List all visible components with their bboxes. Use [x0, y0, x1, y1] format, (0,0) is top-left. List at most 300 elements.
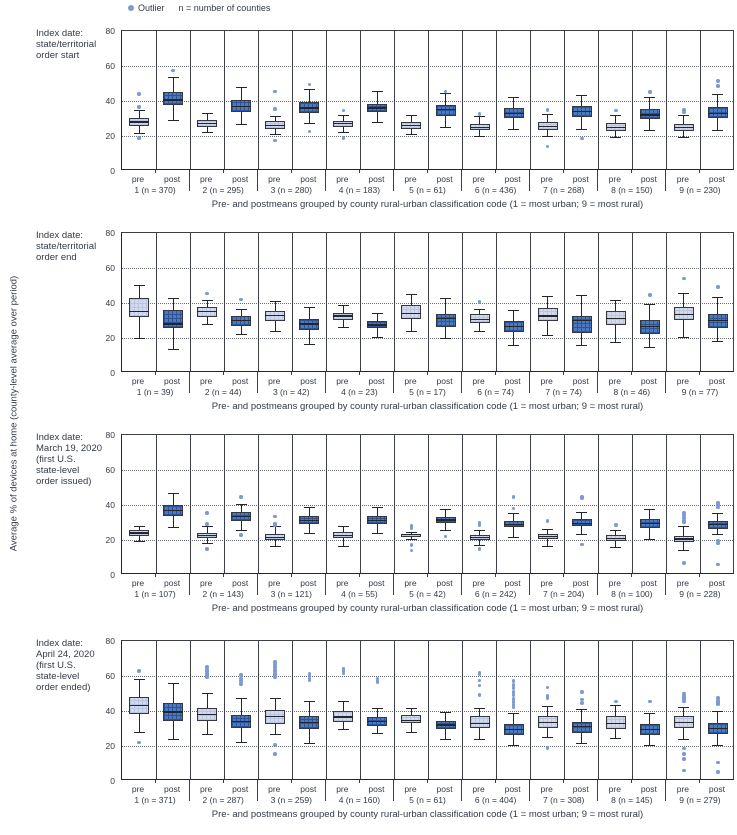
whisker-cap-bottom — [270, 134, 281, 135]
whisker-cap-bottom — [372, 337, 383, 338]
outlier-dot — [205, 511, 209, 515]
group-n-label: 8 (n = 150) — [611, 185, 653, 195]
whisker-cap-bottom — [406, 331, 417, 332]
whisker-cap-bottom — [270, 734, 281, 735]
whisker-cap-bottom — [168, 739, 179, 740]
whisker-cap-top — [678, 526, 689, 527]
y-tick-label: 60 — [105, 670, 115, 681]
column-separator — [292, 31, 293, 169]
y-tick-label: 20 — [105, 740, 115, 751]
pre-label: pre — [404, 174, 417, 184]
whisker-cap-bottom — [474, 545, 485, 546]
group-n-label: 2 (n = 295) — [202, 185, 244, 195]
whisker-cap-top — [406, 294, 417, 295]
whisker-cap-top — [236, 504, 247, 505]
outlier-dot — [546, 696, 550, 700]
column-separator — [326, 435, 327, 573]
group-n-label: 4 (n = 55) — [341, 589, 378, 599]
column-separator — [632, 641, 633, 779]
boxplot-post-box — [708, 314, 728, 328]
whisker-cap-top — [610, 705, 621, 706]
post-label: post — [300, 578, 317, 588]
outlier-dot — [205, 547, 209, 551]
pre-label: pre — [199, 578, 213, 588]
column-separator — [564, 31, 565, 169]
pre-label: pre — [404, 376, 417, 386]
median-line — [606, 723, 626, 724]
pre-label: pre — [540, 376, 553, 386]
outlier-dot — [273, 743, 277, 747]
outlier-dot — [580, 137, 584, 141]
column-separator — [258, 31, 259, 169]
whisker-cap-bottom — [542, 737, 553, 738]
outlier-dot — [137, 105, 141, 109]
outlier-dot — [716, 542, 720, 546]
outlier-dot — [512, 495, 516, 499]
whisker-cap-top — [372, 91, 383, 92]
outlier-dot — [273, 107, 277, 111]
panel-label-line: state-level — [36, 465, 80, 476]
column-separator — [428, 31, 429, 169]
outlier-dot — [308, 679, 312, 683]
column-separator — [292, 233, 293, 371]
post-label: post — [708, 578, 725, 588]
post-label: post — [436, 174, 453, 184]
column-separator — [360, 233, 361, 371]
group-n-label: 3 (n = 280) — [270, 185, 312, 195]
plot-area — [121, 30, 734, 170]
group-n-label: 3 (n = 42) — [272, 387, 310, 397]
column-separator — [156, 31, 157, 169]
median-line — [572, 320, 592, 321]
group-n-label: 4 (n = 160) — [338, 795, 381, 805]
median-line — [163, 510, 183, 511]
column-tick — [223, 574, 224, 577]
median-line — [265, 716, 285, 717]
legend-n-label: n = number of counties — [178, 3, 271, 13]
group-n-label: 5 (n = 17) — [409, 387, 446, 397]
post-label: post — [436, 784, 453, 794]
outlier-dot — [478, 684, 482, 688]
column-separator — [632, 233, 633, 371]
column-separator — [360, 435, 361, 573]
median-line — [265, 125, 285, 126]
outlier-dot — [716, 84, 720, 88]
pre-label: pre — [676, 174, 690, 184]
outlier-dot — [648, 90, 652, 94]
post-label: post — [572, 784, 589, 794]
outlier-dot — [546, 686, 550, 690]
column-tick — [223, 780, 224, 783]
group-n-label: 9 (n = 77) — [681, 387, 719, 397]
whisker-cap-bottom — [644, 130, 655, 131]
group-n-label: 4 (n = 23) — [341, 387, 378, 397]
group-n-label: 1 (n = 370) — [134, 185, 176, 195]
y-tick-label: 60 — [105, 60, 115, 71]
column-separator — [530, 435, 531, 573]
whisker-cap-top — [610, 115, 621, 116]
y-tick-label: 60 — [105, 262, 115, 273]
column-separator — [258, 233, 259, 371]
column-tick — [155, 574, 156, 577]
outlier-dot — [580, 690, 584, 694]
median-line — [674, 127, 694, 128]
outlier-dot — [239, 495, 243, 499]
group-n-label: 7 (n = 268) — [543, 185, 585, 195]
whisker-cap-bottom — [338, 729, 349, 730]
post-label: post — [504, 376, 521, 386]
median-line — [401, 125, 421, 126]
post-label: post — [708, 376, 725, 386]
column-separator — [292, 641, 293, 779]
column-separator — [394, 233, 395, 371]
group-n-label: 9 (n = 230) — [679, 185, 721, 195]
group-n-label: 8 (n = 145) — [611, 795, 653, 805]
group-n-label: 6 (n = 74) — [477, 387, 514, 397]
column-separator — [462, 641, 463, 779]
whisker-cap-bottom — [474, 739, 485, 740]
panel-label-line: order end — [36, 252, 77, 263]
whisker-cap-top — [134, 110, 145, 111]
group-n-label: 4 (n = 183) — [338, 185, 381, 195]
outlier-dot — [137, 136, 141, 140]
whisker-cap-bottom — [134, 133, 145, 134]
column-tick — [495, 372, 496, 375]
median-line — [470, 127, 490, 128]
median-line — [470, 319, 490, 320]
column-tick — [563, 574, 564, 577]
column-separator — [496, 641, 497, 779]
pre-label: pre — [404, 578, 417, 588]
column-tick — [631, 574, 632, 577]
whisker-cap-top — [678, 115, 689, 116]
post-label: post — [164, 578, 181, 588]
group-n-label: 6 (n = 436) — [474, 185, 517, 195]
y-tick-label: 0 — [110, 569, 115, 580]
x-axis-title: Pre- and postmeans grouped by county rural-urban classification code (1 = most urban; 9 = most rural) — [211, 199, 644, 210]
median-line — [163, 323, 183, 324]
group-n-label: 9 (n = 228) — [679, 589, 721, 599]
column-tick — [359, 170, 360, 173]
whisker-cap-bottom — [372, 533, 383, 534]
column-separator — [700, 31, 701, 169]
whisker-cap-top — [508, 513, 519, 514]
whisker-cap-bottom — [678, 550, 689, 551]
column-separator — [156, 435, 157, 573]
whisker-cap-top — [712, 513, 723, 514]
group-n-label: 9 (n = 279) — [679, 795, 721, 805]
whisker-cap-bottom — [576, 743, 587, 744]
pre-label: pre — [608, 376, 621, 386]
group-n-label: 2 (n = 143) — [202, 589, 244, 599]
boxplot-post-box — [436, 314, 456, 326]
outlier-dot — [648, 293, 652, 297]
post-label: post — [640, 376, 657, 386]
outlier-dot — [682, 700, 686, 704]
outlier-dot — [682, 521, 686, 525]
column-separator — [564, 233, 565, 371]
pre-label: pre — [540, 174, 553, 184]
post-label: post — [232, 174, 249, 184]
whisker-cap-top — [372, 507, 383, 508]
whisker-cap-bottom — [508, 745, 519, 746]
column-tick — [631, 780, 632, 783]
median-line — [470, 537, 490, 538]
median-line — [640, 114, 660, 115]
outlier-dot — [308, 83, 312, 87]
column-separator — [530, 641, 531, 779]
whisker-cap-top — [542, 529, 553, 530]
median-line — [538, 126, 558, 127]
median-line — [538, 315, 558, 316]
post-label: post — [164, 174, 181, 184]
column-separator — [258, 641, 259, 779]
post-label: post — [436, 376, 453, 386]
panel-label-line: (first U.S. — [36, 454, 76, 465]
boxplot-post-box — [163, 310, 183, 328]
median-line — [436, 519, 456, 520]
column-tick — [563, 780, 564, 783]
group-n-label: 5 (n = 61) — [409, 795, 446, 805]
whisker-cap-bottom — [610, 547, 621, 548]
whisker-cap-top — [304, 507, 315, 508]
whisker-cap-bottom — [508, 345, 519, 346]
whisker-cap-top — [542, 114, 553, 115]
legend — [128, 1, 270, 15]
column-separator — [428, 641, 429, 779]
pre-label: pre — [131, 376, 145, 386]
outlier-dot — [273, 675, 277, 679]
whisker-cap-bottom — [372, 122, 383, 123]
median-line — [197, 123, 217, 124]
pre-label: pre — [472, 578, 485, 588]
median-line — [674, 538, 694, 539]
whisker-cap-bottom — [542, 136, 553, 137]
whisker-cap-top — [712, 94, 723, 95]
outlier-dot — [478, 523, 482, 527]
pre-label: pre — [676, 784, 690, 794]
pre-label: pre — [336, 174, 349, 184]
median-line — [640, 326, 660, 327]
whisker-cap-top — [644, 97, 655, 98]
whisker-cap-top — [610, 530, 621, 531]
post-label: post — [164, 376, 181, 386]
pre-label: pre — [199, 784, 213, 794]
whisker-cap-bottom — [644, 539, 655, 540]
column-tick — [563, 372, 564, 375]
column-tick — [495, 170, 496, 173]
column-tick — [291, 170, 292, 173]
boxplot-post-box — [436, 105, 456, 116]
outlier-dot — [239, 533, 243, 537]
whisker-cap-top — [338, 305, 349, 306]
outlier-dot — [716, 79, 720, 83]
column-tick — [359, 780, 360, 783]
outlier-dot — [308, 130, 312, 134]
x-axis-title: Pre- and postmeans grouped by county rural-urban classification code (1 = most urban; 9 = most rural) — [211, 809, 644, 820]
outlier-dot — [239, 298, 243, 302]
outlier-dot — [614, 523, 618, 527]
column-tick — [291, 574, 292, 577]
whisker-cap-bottom — [576, 345, 587, 346]
median-line — [231, 320, 251, 321]
median-line — [333, 123, 353, 124]
column-separator — [326, 641, 327, 779]
outlier-dot — [682, 752, 686, 756]
median-line — [401, 720, 421, 721]
median-line — [197, 714, 217, 715]
median-line — [367, 324, 387, 325]
whisker-cap-top — [236, 87, 247, 88]
post-label: post — [640, 784, 657, 794]
pre-label: pre — [608, 784, 621, 794]
whisker-cap-top — [168, 298, 179, 299]
panel-label-line: state/territorial — [36, 241, 97, 252]
outlier-dot — [512, 706, 516, 710]
pre-label: pre — [336, 578, 349, 588]
column-separator — [394, 435, 395, 573]
outlier-dot — [546, 108, 550, 112]
panel-label-line: Index date: — [36, 432, 84, 443]
median-line — [504, 326, 524, 327]
whisker-cap-bottom — [304, 743, 315, 744]
whisker-cap-top — [236, 309, 247, 310]
column-separator — [224, 233, 225, 371]
whisker-cap-bottom — [440, 530, 451, 531]
median-line — [231, 106, 251, 107]
pre-label: pre — [676, 578, 690, 588]
whisker-cap-bottom — [678, 137, 689, 138]
column-separator — [326, 233, 327, 371]
whisker-cap-bottom — [270, 546, 281, 547]
median-line — [708, 113, 728, 114]
whisker-cap-top — [678, 707, 689, 708]
outlier-dot — [716, 770, 720, 774]
column-tick — [495, 780, 496, 783]
column-separator — [666, 435, 667, 573]
column-separator — [224, 641, 225, 779]
column-tick — [359, 372, 360, 375]
pre-label: pre — [540, 578, 553, 588]
group-n-label: 1 (n = 107) — [134, 589, 176, 599]
column-separator — [190, 31, 191, 169]
outlier-dot — [205, 675, 209, 679]
column-separator — [666, 31, 667, 169]
whisker-cap-bottom — [304, 533, 315, 534]
panel-label-line: Index date: — [36, 28, 84, 39]
column-tick — [427, 372, 428, 375]
boxplot-post-box — [572, 316, 592, 333]
median-line — [265, 537, 285, 538]
pre-label: pre — [336, 376, 349, 386]
group-n-label: 7 (n = 204) — [543, 589, 585, 599]
column-separator — [564, 641, 565, 779]
post-label: post — [572, 174, 589, 184]
whisker-cap-top — [338, 526, 349, 527]
whisker-cap-bottom — [542, 546, 553, 547]
group-n-label: 8 (n = 46) — [613, 387, 651, 397]
outlier-dot — [137, 741, 141, 745]
outlier-dot — [342, 109, 346, 113]
median-line — [333, 535, 353, 536]
median-line — [436, 109, 456, 110]
whisker-cap-top — [338, 115, 349, 116]
outlier-dot — [273, 523, 277, 527]
whisker-cap-top — [202, 693, 213, 694]
group-n-label: 7 (n = 308) — [543, 795, 585, 805]
whisker-cap-bottom — [440, 338, 451, 339]
outlier-dot — [205, 522, 209, 526]
whisker-cap-top — [202, 300, 213, 301]
column-tick — [359, 574, 360, 577]
whisker-cap-top — [610, 300, 621, 301]
column-separator — [700, 641, 701, 779]
whisker-cap-top — [474, 530, 485, 531]
column-tick — [563, 170, 564, 173]
y-tick-label: 40 — [105, 95, 115, 106]
y-tick-label: 0 — [110, 165, 115, 176]
outlier-dot — [716, 563, 720, 567]
panel-label-line: Index date: — [36, 230, 84, 241]
post-label: post — [436, 578, 453, 588]
median-line — [129, 121, 149, 122]
outlier-dot — [137, 669, 141, 673]
whisker-cap-bottom — [576, 534, 587, 535]
whisker-cap-top — [542, 296, 553, 297]
whisker-cap-top — [202, 526, 213, 527]
median-line — [299, 722, 319, 723]
whisker-cap-bottom — [236, 742, 247, 743]
median-line — [299, 323, 319, 324]
median-line — [197, 535, 217, 536]
outlier-dot — [239, 682, 243, 686]
column-tick — [155, 170, 156, 173]
whisker-cap-top — [134, 526, 145, 527]
median-line — [367, 721, 387, 722]
outlier-dot — [273, 515, 277, 519]
outlier-dot — [478, 547, 482, 551]
group-n-label: 1 (n = 371) — [134, 795, 176, 805]
whisker-cap-bottom — [338, 132, 349, 133]
pre-label: pre — [472, 784, 485, 794]
outlier-dot — [273, 752, 277, 756]
post-label: post — [300, 784, 317, 794]
column-separator — [598, 31, 599, 169]
median-line — [572, 523, 592, 524]
median-line — [231, 516, 251, 517]
median-line — [367, 107, 387, 108]
whisker-cap-bottom — [644, 745, 655, 746]
column-separator — [530, 233, 531, 371]
outlier-dot — [716, 506, 720, 510]
column-separator — [666, 233, 667, 371]
panel-label-line: order issued) — [36, 476, 92, 487]
whisker-cap-top — [304, 89, 315, 90]
whisker-cap-bottom — [406, 134, 417, 135]
y-tick-label: 80 — [105, 25, 115, 36]
column-separator — [462, 435, 463, 573]
panel-label-line: (first U.S. — [36, 660, 76, 671]
pre-label: pre — [199, 376, 213, 386]
median-line — [504, 524, 524, 525]
whisker-cap-bottom — [202, 324, 213, 325]
pre-label: pre — [676, 376, 690, 386]
median-line — [504, 113, 524, 114]
median-line — [333, 716, 353, 717]
post-label: post — [368, 784, 385, 794]
column-separator — [156, 641, 157, 779]
whisker-cap-bottom — [712, 130, 723, 131]
